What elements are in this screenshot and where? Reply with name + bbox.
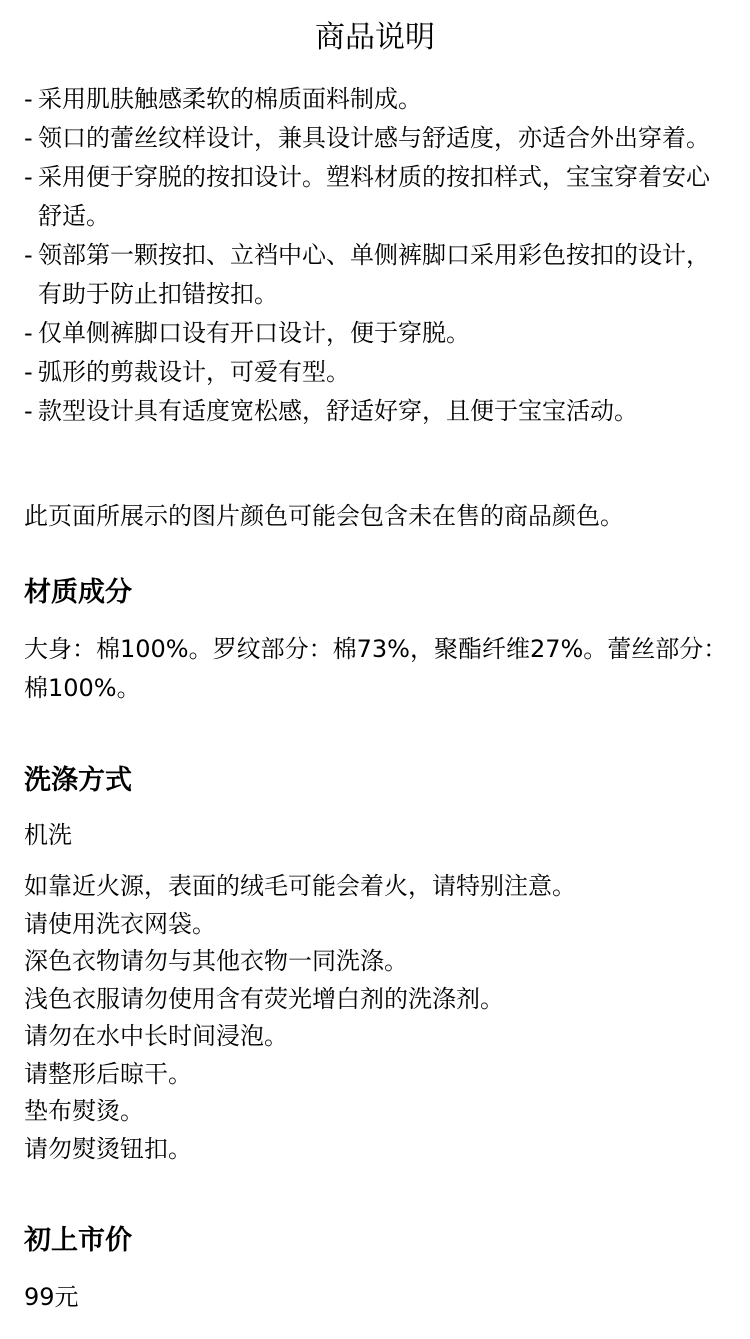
price-value: 99元 xyxy=(24,1283,79,1311)
washing-note: 垫布熨烫。 xyxy=(24,1097,144,1125)
feature-text: 领部第一颗按扣、立裆中心、单侧裤脚口采用彩色按扣的设计，有助于防止扣错按扣。 xyxy=(38,241,710,308)
dash-bullet: - xyxy=(24,85,33,113)
dash-bullet: - xyxy=(24,358,33,386)
dash-bullet: - xyxy=(24,397,33,425)
washing-note: 请整形后晾干。 xyxy=(24,1059,192,1088)
washing-notes-list xyxy=(24,868,730,1168)
feature-text: 领口的蕾丝纹样设计，兼具设计感与舒适度，亦适合外出穿着。 xyxy=(38,124,710,152)
feature-text: 款型设计具有适度宽松感，舒适好穿，且便于宝宝活动。 xyxy=(38,397,638,425)
washing-heading: 洗涤方式 xyxy=(24,765,132,796)
washing-note: 深色衣物请勿与其他衣物一同洗涤。 xyxy=(24,947,408,975)
washing-note: 请使用洗衣网袋。 xyxy=(24,909,216,938)
dash-bullet: - xyxy=(24,163,33,191)
feature-item xyxy=(24,353,730,392)
feature-item xyxy=(24,314,730,353)
feature-item xyxy=(24,80,730,119)
feature-item xyxy=(24,119,730,158)
feature-item xyxy=(24,236,730,314)
feature-text: 采用肌肤触感柔软的棉质面料制成。 xyxy=(38,85,422,113)
feature-item xyxy=(24,392,730,431)
page-title: 商品说明 xyxy=(315,20,435,55)
washing-note: 请勿在水中长时间浸泡。 xyxy=(24,1022,288,1050)
feature-text: 弧形的剪裁设计，可爱有型。 xyxy=(38,358,350,386)
dash-bullet: - xyxy=(24,319,33,347)
price-heading: 初上市价 xyxy=(24,1225,132,1256)
feature-item xyxy=(24,158,730,236)
washing-note: 如靠近火源，表面的绒毛可能会着火，请特别注意。 xyxy=(24,872,576,900)
washing-note: 请勿熨烫钮扣。 xyxy=(24,1134,192,1163)
washing-method: 机洗 xyxy=(24,821,72,849)
material-heading: 材质成分 xyxy=(24,577,132,608)
dash-bullet: - xyxy=(24,241,33,269)
feature-text: 采用便于穿脱的按扣设计。塑料材质的按扣样式，宝宝穿着安心舒适。 xyxy=(38,163,710,230)
material-text: 大身：棉100%。罗纹部分：棉73%，聚酯纤维27%。蕾丝部分：棉100%。 xyxy=(24,635,728,702)
feature-list xyxy=(24,80,730,431)
color-note: 此页面所展示的图片颜色可能会包含未在售的商品颜色。 xyxy=(24,502,624,530)
feature-text: 仅单侧裤脚口设有开口设计，便于穿脱。 xyxy=(38,319,470,347)
dash-bullet: - xyxy=(24,124,33,152)
washing-note: 浅色衣服请勿使用含有荧光增白剂的洗涤剂。 xyxy=(24,984,504,1013)
